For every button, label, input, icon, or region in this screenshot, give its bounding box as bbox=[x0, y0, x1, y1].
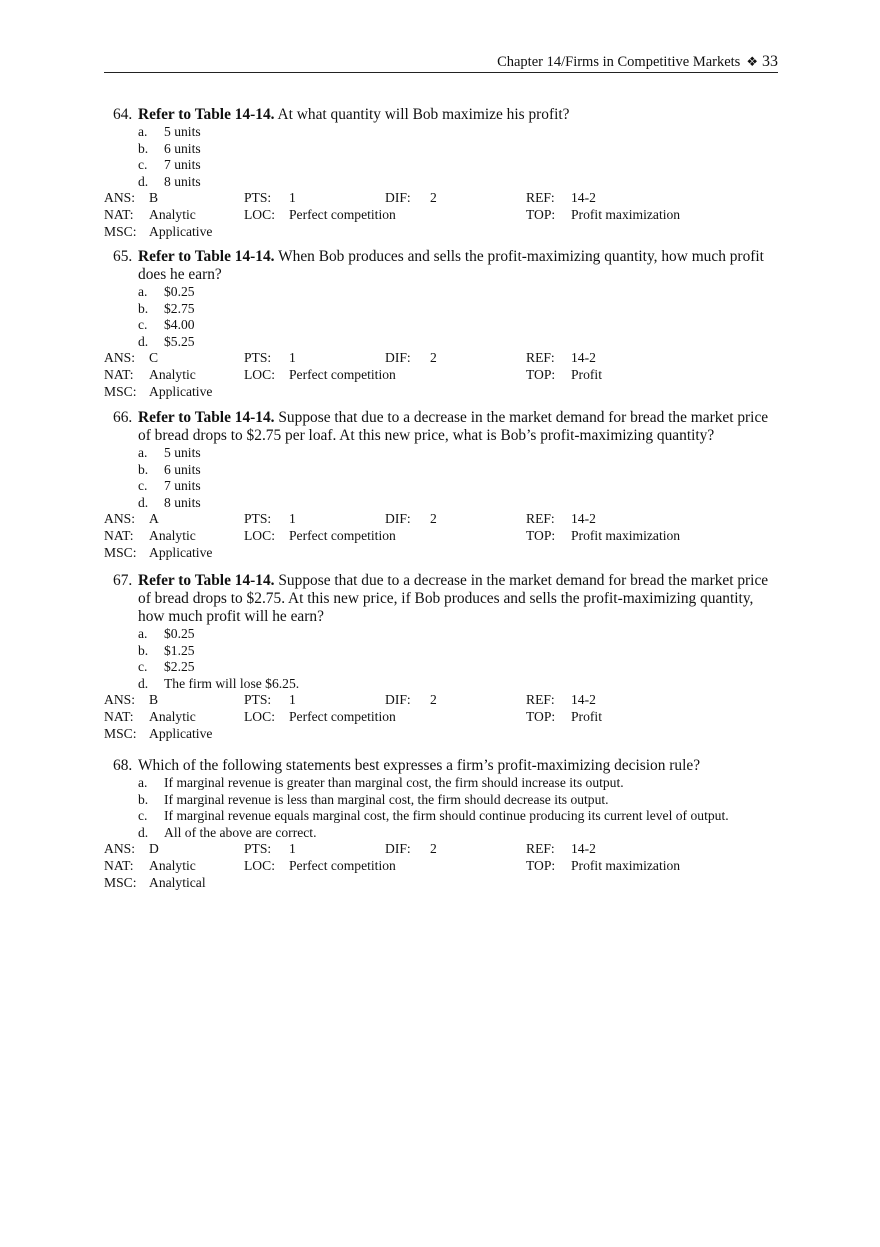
choice-text: $0.25 bbox=[164, 626, 195, 641]
pts-value: 1 bbox=[289, 190, 296, 206]
answer-choice bbox=[104, 301, 778, 318]
ans-label: ANS: bbox=[104, 841, 135, 857]
answer-choice bbox=[104, 775, 778, 792]
skill-meta-row bbox=[104, 875, 778, 892]
msc-value: Applicative bbox=[149, 544, 213, 560]
msc-value: Applicative bbox=[149, 383, 213, 399]
loc-value: Perfect competition bbox=[289, 206, 396, 222]
classification-meta-row bbox=[104, 709, 778, 726]
ref-label: REF: bbox=[526, 350, 555, 366]
top-label: TOP: bbox=[526, 206, 556, 222]
top-value: Profit bbox=[571, 366, 602, 382]
pts-value: 1 bbox=[289, 841, 296, 857]
loc-value: Perfect competition bbox=[289, 857, 396, 873]
question-text: When Bob produces and sells the profit-maximizing quantity, how much profit does he earn? bbox=[138, 248, 764, 283]
answer-choice bbox=[104, 445, 778, 462]
header-rule bbox=[104, 72, 778, 73]
top-value: Profit maximization bbox=[571, 527, 681, 543]
answer-choice bbox=[104, 495, 778, 512]
question-stem bbox=[104, 248, 778, 284]
choice-text: 7 units bbox=[164, 157, 201, 173]
question-stem bbox=[104, 572, 778, 626]
msc-value: Analytical bbox=[149, 874, 206, 890]
pts-value: 1 bbox=[289, 692, 296, 708]
nat-value: Analytic bbox=[149, 527, 196, 543]
answer-choice bbox=[104, 808, 778, 825]
loc-label: LOC: bbox=[244, 206, 275, 222]
msc-value: Applicative bbox=[149, 725, 213, 741]
answer-meta-row bbox=[104, 350, 778, 367]
pts-value: 1 bbox=[289, 511, 296, 527]
choice-letter: a. bbox=[138, 284, 148, 299]
choice-text: $2.75 bbox=[164, 300, 195, 316]
ref-value: 14-2 bbox=[571, 350, 596, 366]
question-number: 68. bbox=[113, 757, 133, 774]
choice-letter: d. bbox=[138, 494, 149, 510]
ref-value: 14-2 bbox=[571, 190, 596, 206]
answer-choices bbox=[104, 775, 778, 841]
table-reference: Refer to Table 14-14. bbox=[138, 248, 275, 265]
question-number: 67. bbox=[113, 572, 133, 589]
ans-label: ANS: bbox=[104, 350, 135, 366]
ans-label: ANS: bbox=[104, 190, 135, 206]
choice-text: If marginal revenue equals marginal cost, the firm should continue producing its current level of output. bbox=[164, 808, 729, 824]
answer-choice bbox=[104, 659, 778, 676]
question-item bbox=[104, 572, 778, 742]
choice-letter: c. bbox=[138, 478, 148, 494]
nat-label: NAT: bbox=[104, 708, 134, 724]
ref-label: REF: bbox=[526, 190, 555, 206]
ans-value: C bbox=[149, 350, 159, 366]
msc-label: MSC: bbox=[104, 544, 137, 560]
top-label: TOP: bbox=[526, 708, 556, 724]
loc-label: LOC: bbox=[244, 366, 275, 382]
choice-letter: b. bbox=[138, 140, 149, 156]
question-text: Which of the following statements best expresses a firm’s profit-maximizing decision rule? bbox=[138, 757, 701, 774]
pts-label: PTS: bbox=[244, 190, 272, 206]
answer-choice bbox=[104, 478, 778, 495]
nat-value: Analytic bbox=[149, 708, 196, 724]
answer-choice bbox=[104, 676, 778, 693]
ans-label: ANS: bbox=[104, 692, 135, 708]
answer-choice bbox=[104, 462, 778, 479]
choice-text: $5.25 bbox=[164, 333, 195, 349]
choice-text: All of the above are correct. bbox=[164, 824, 317, 840]
ref-label: REF: bbox=[526, 511, 555, 527]
question-item bbox=[104, 409, 778, 561]
answer-choices bbox=[104, 445, 778, 511]
page-number: 33 bbox=[762, 53, 778, 70]
dif-label: DIF: bbox=[385, 692, 411, 708]
nat-value: Analytic bbox=[149, 366, 196, 382]
msc-label: MSC: bbox=[104, 383, 137, 399]
choice-letter: c. bbox=[138, 317, 148, 333]
pts-label: PTS: bbox=[244, 350, 272, 366]
dif-value: 2 bbox=[430, 350, 437, 366]
question-stem bbox=[104, 409, 778, 445]
table-reference: Refer to Table 14-14. bbox=[138, 572, 275, 589]
nat-value: Analytic bbox=[149, 857, 196, 873]
msc-label: MSC: bbox=[104, 223, 137, 239]
table-reference: Refer to Table 14-14. bbox=[138, 106, 275, 123]
answer-choices bbox=[104, 284, 778, 350]
top-value: Profit bbox=[571, 708, 602, 724]
table-reference: Refer to Table 14-14. bbox=[138, 409, 275, 426]
ref-value: 14-2 bbox=[571, 841, 596, 857]
top-label: TOP: bbox=[526, 857, 556, 873]
choice-text: 6 units bbox=[164, 140, 201, 156]
skill-meta-row bbox=[104, 545, 778, 562]
choice-text: If marginal revenue is greater than marginal cost, the firm should increase its output. bbox=[164, 775, 624, 790]
choice-text: The firm will lose $6.25. bbox=[164, 675, 300, 691]
question-item bbox=[104, 757, 778, 891]
choice-text: 5 units bbox=[164, 124, 201, 139]
loc-label: LOC: bbox=[244, 708, 275, 724]
choice-text: $1.25 bbox=[164, 642, 195, 658]
loc-label: LOC: bbox=[244, 857, 275, 873]
question-text: Suppose that due to a decrease in the market demand for bread the market price of bread drops to $2.75. At this new price, if Bob produces and sells the profit-maximizing quantity, how much profit will he earn? bbox=[138, 572, 769, 625]
ref-value: 14-2 bbox=[571, 692, 596, 708]
choice-letter: c. bbox=[138, 659, 148, 675]
question-number: 65. bbox=[113, 248, 133, 265]
answer-choice bbox=[104, 141, 778, 158]
question-text: Suppose that due to a decrease in the market demand for bread the market price of bread drops to $2.75 per loaf. At this new price, what is Bob’s profit-maximizing quantity? bbox=[138, 409, 769, 444]
choice-text: $0.25 bbox=[164, 284, 195, 299]
loc-value: Perfect competition bbox=[289, 527, 396, 543]
question-text: At what quantity will Bob maximize his profit? bbox=[277, 106, 570, 123]
choice-text: 7 units bbox=[164, 478, 201, 494]
classification-meta-row bbox=[104, 858, 778, 875]
classification-meta-row bbox=[104, 207, 778, 224]
choice-letter: b. bbox=[138, 300, 149, 316]
page-header bbox=[104, 52, 778, 72]
top-label: TOP: bbox=[526, 527, 556, 543]
top-label: TOP: bbox=[526, 366, 556, 382]
nat-value: Analytic bbox=[149, 206, 196, 222]
choice-text: $4.00 bbox=[164, 317, 195, 333]
answer-choice bbox=[104, 643, 778, 660]
msc-label: MSC: bbox=[104, 725, 137, 741]
question-stem bbox=[104, 106, 778, 124]
nat-label: NAT: bbox=[104, 527, 134, 543]
choice-letter: d. bbox=[138, 333, 149, 349]
ref-value: 14-2 bbox=[571, 511, 596, 527]
ref-label: REF: bbox=[526, 841, 555, 857]
skill-meta-row bbox=[104, 726, 778, 743]
answer-choice bbox=[104, 792, 778, 809]
answer-choice bbox=[104, 284, 778, 301]
top-value: Profit maximization bbox=[571, 206, 681, 222]
choice-letter: c. bbox=[138, 808, 148, 824]
question-item bbox=[104, 248, 778, 400]
pts-label: PTS: bbox=[244, 841, 272, 857]
loc-value: Perfect competition bbox=[289, 366, 396, 382]
choice-text: 8 units bbox=[164, 173, 201, 189]
choice-letter: c. bbox=[138, 157, 148, 173]
question-number: 64. bbox=[113, 106, 133, 123]
nat-label: NAT: bbox=[104, 857, 134, 873]
answer-meta-row bbox=[104, 511, 778, 528]
msc-value: Applicative bbox=[149, 223, 213, 239]
skill-meta-row bbox=[104, 224, 778, 241]
dif-value: 2 bbox=[430, 511, 437, 527]
choice-letter: d. bbox=[138, 675, 149, 691]
ref-label: REF: bbox=[526, 692, 555, 708]
answer-meta-row bbox=[104, 190, 778, 207]
question-number: 66. bbox=[113, 409, 133, 426]
dif-value: 2 bbox=[430, 190, 437, 206]
dif-value: 2 bbox=[430, 841, 437, 857]
loc-label: LOC: bbox=[244, 527, 275, 543]
question-item bbox=[104, 106, 778, 240]
question-stem bbox=[104, 757, 778, 775]
dif-label: DIF: bbox=[385, 511, 411, 527]
choice-letter: a. bbox=[138, 626, 148, 641]
choice-text: 6 units bbox=[164, 461, 201, 477]
ans-value: D bbox=[149, 841, 159, 857]
answer-choice bbox=[104, 174, 778, 191]
answer-choice bbox=[104, 157, 778, 174]
classification-meta-row bbox=[104, 528, 778, 545]
choice-letter: b. bbox=[138, 461, 149, 477]
choice-letter: d. bbox=[138, 824, 149, 840]
choice-letter: b. bbox=[138, 791, 149, 807]
pts-label: PTS: bbox=[244, 511, 272, 527]
answer-choice bbox=[104, 317, 778, 334]
dif-label: DIF: bbox=[385, 350, 411, 366]
loc-value: Perfect competition bbox=[289, 708, 396, 724]
top-value: Profit maximization bbox=[571, 857, 681, 873]
answer-choice bbox=[104, 825, 778, 842]
answer-choices bbox=[104, 626, 778, 692]
answer-choice bbox=[104, 626, 778, 643]
choice-text: $2.25 bbox=[164, 659, 195, 675]
answer-choice bbox=[104, 124, 778, 141]
choice-letter: a. bbox=[138, 124, 148, 139]
dif-value: 2 bbox=[430, 692, 437, 708]
answer-choices bbox=[104, 124, 778, 190]
answer-meta-row bbox=[104, 692, 778, 709]
choice-letter: a. bbox=[138, 775, 148, 790]
ans-value: B bbox=[149, 692, 159, 708]
choice-text: 8 units bbox=[164, 494, 201, 510]
ans-value: A bbox=[149, 511, 159, 527]
nat-label: NAT: bbox=[104, 366, 134, 382]
answer-meta-row bbox=[104, 841, 778, 858]
answer-choice bbox=[104, 334, 778, 351]
choice-letter: a. bbox=[138, 445, 148, 460]
choice-text: If marginal revenue is less than marginal cost, the firm should decrease its output. bbox=[164, 791, 609, 807]
pts-label: PTS: bbox=[244, 692, 272, 708]
classification-meta-row bbox=[104, 367, 778, 384]
chapter-title: Chapter 14/Firms in Competitive Markets bbox=[497, 54, 741, 70]
dif-label: DIF: bbox=[385, 190, 411, 206]
diamond-icon: ❖ bbox=[746, 54, 758, 69]
nat-label: NAT: bbox=[104, 206, 134, 222]
pts-value: 1 bbox=[289, 350, 296, 366]
choice-text: 5 units bbox=[164, 445, 201, 460]
ans-label: ANS: bbox=[104, 511, 135, 527]
skill-meta-row bbox=[104, 384, 778, 401]
msc-label: MSC: bbox=[104, 874, 137, 890]
ans-value: B bbox=[149, 190, 159, 206]
dif-label: DIF: bbox=[385, 841, 411, 857]
choice-letter: b. bbox=[138, 642, 149, 658]
choice-letter: d. bbox=[138, 173, 149, 189]
